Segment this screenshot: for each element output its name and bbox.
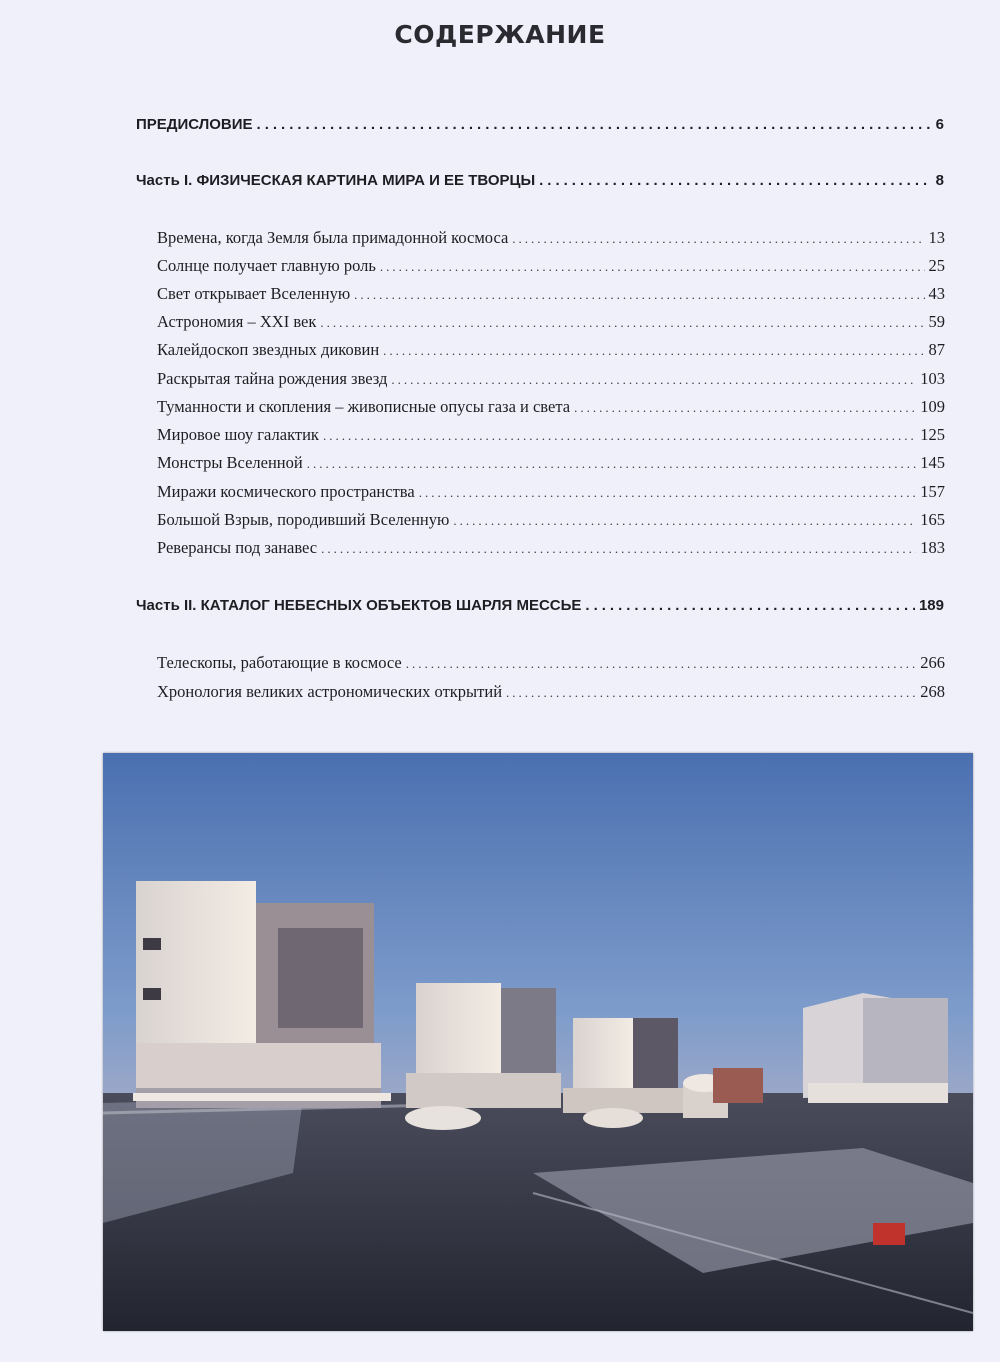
red-marker xyxy=(873,1223,905,1245)
leader-dots xyxy=(512,231,924,247)
toc-entry-label: Телескопы, работающие в космосе xyxy=(157,653,402,672)
leader-dots xyxy=(323,428,916,444)
toc-entry[interactable] xyxy=(157,682,945,702)
leader-dots xyxy=(383,343,924,359)
leader-dots xyxy=(380,259,925,275)
toc-entry-preface[interactable] xyxy=(136,116,944,133)
toc-entry-label: Калейдоскоп звездных диковин xyxy=(157,340,380,359)
toc-entry-label: Миражи космического пространства xyxy=(157,482,415,501)
leader-dots xyxy=(506,685,916,701)
toc-entry-part2[interactable] xyxy=(136,597,944,614)
toc-entry-label: Раскрытая тайна рождения звезд xyxy=(157,369,388,388)
toc-entry[interactable] xyxy=(157,256,945,276)
leader-dots xyxy=(321,541,916,557)
toc-entry-page: 8 xyxy=(935,172,944,189)
toc-entry-page: 103 xyxy=(920,369,945,388)
toc-entry-page: 266 xyxy=(920,653,945,672)
toc-entry[interactable] xyxy=(157,425,945,445)
leader-dots xyxy=(585,597,915,614)
toc-entry[interactable] xyxy=(157,453,945,473)
toc-entry-label: Свет открывает Вселенную xyxy=(157,284,351,303)
toc-entry[interactable] xyxy=(157,228,945,248)
toc-entry[interactable] xyxy=(157,653,945,673)
toc-entry-page: 87 xyxy=(928,340,945,359)
toc-entry-page: 25 xyxy=(928,256,945,275)
toc-entry[interactable] xyxy=(157,538,945,558)
leader-dots xyxy=(320,315,924,331)
toc-entry-label: Времена, когда Земля была примадонной космоса xyxy=(157,228,509,247)
toc-entry-page: 43 xyxy=(928,284,945,303)
toc-entry-label: Астрономия – XXI век xyxy=(157,312,317,331)
toc-entry[interactable] xyxy=(157,397,945,417)
toc-entry-label: Монстры Вселенной xyxy=(157,453,303,472)
leader-dots xyxy=(453,513,916,529)
telescopes-illustration xyxy=(103,753,973,1331)
leader-dots xyxy=(419,485,917,501)
toc-entry-page: 6 xyxy=(935,116,944,133)
toc-entry[interactable] xyxy=(157,482,945,502)
toc-entry[interactable] xyxy=(157,340,945,360)
leader-dots xyxy=(354,287,924,303)
observatory-photo xyxy=(103,753,973,1331)
toc-entry-label: Хронология великих астрономических открытий xyxy=(157,682,503,701)
toc-entry-page: 268 xyxy=(920,682,945,701)
toc-entry-page: 59 xyxy=(928,312,945,331)
toc-entry[interactable] xyxy=(157,510,945,530)
toc-entry-label: ПРЕДИСЛОВИЕ xyxy=(136,116,253,133)
telescope-building-2 xyxy=(405,983,561,1130)
toc-entry-label: Часть I. ФИЗИЧЕСКАЯ КАРТИНА МИРА И ЕЕ ТВОРЦЫ xyxy=(136,172,536,189)
toc-entry-label: Солнце получает главную роль xyxy=(157,256,376,275)
leader-dots xyxy=(539,172,932,189)
toc-entry-label: Часть II. КАТАЛОГ НЕБЕСНЫХ ОБЪЕКТОВ ШАРЛЯ МЕССЬЕ xyxy=(136,597,582,614)
leader-dots xyxy=(391,372,916,388)
toc-entry-label: Туманности и скопления – живописные опусы газа и света xyxy=(157,397,571,416)
leader-dots xyxy=(574,400,916,416)
telescope-building-3 xyxy=(563,1018,683,1128)
toc-entry-page: 125 xyxy=(920,425,945,444)
page-title: СОДЕРЖАНИЕ xyxy=(394,20,606,49)
toc-entry[interactable] xyxy=(157,369,945,389)
leader-dots xyxy=(307,456,917,472)
telescope-building-4 xyxy=(803,993,948,1103)
toc-entry-part1[interactable] xyxy=(136,172,944,189)
toc-entry-label: Большой Взрыв, породивший Вселенную xyxy=(157,510,450,529)
toc-entry[interactable] xyxy=(157,312,945,332)
leader-dots xyxy=(406,656,917,672)
toc-entry-page: 13 xyxy=(928,228,945,247)
toc-entry-label: Мировое шоу галактик xyxy=(157,425,319,444)
telescope-building-1 xyxy=(133,881,391,1108)
toc-entry[interactable] xyxy=(157,284,945,304)
toc-entry-page: 165 xyxy=(920,510,945,529)
toc-entry-page: 157 xyxy=(920,482,945,501)
toc-entry-page: 145 xyxy=(920,453,945,472)
toc-entry-page: 183 xyxy=(920,538,945,557)
toc-entry-label: Реверансы под занавес xyxy=(157,538,318,557)
leader-dots xyxy=(257,116,932,133)
toc-entry-page: 189 xyxy=(918,597,944,614)
toc-entry-page: 109 xyxy=(920,397,945,416)
